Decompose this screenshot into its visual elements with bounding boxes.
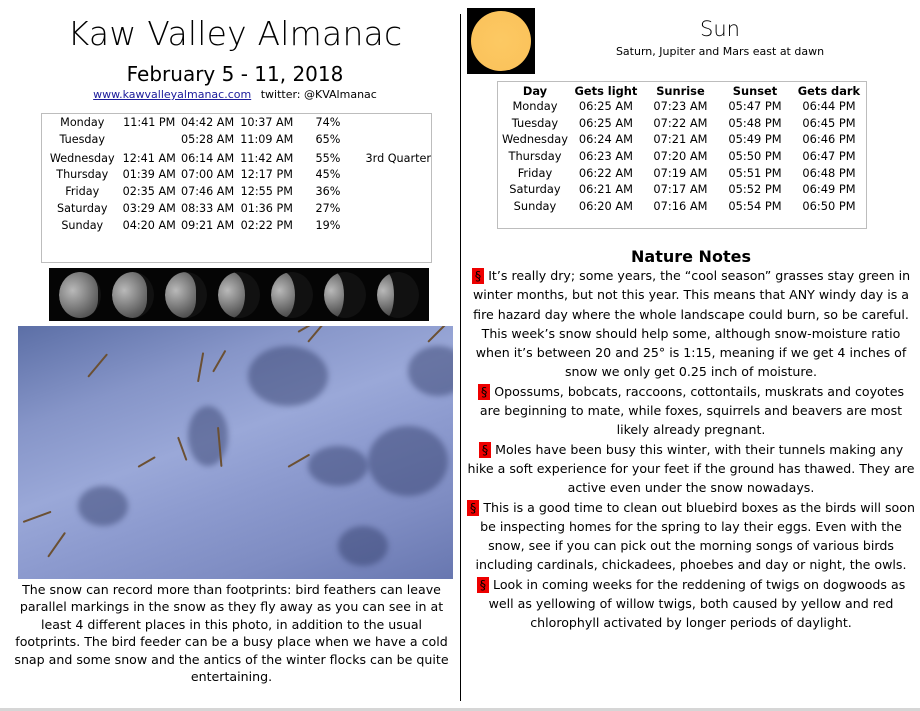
- moon-cell-illumination: 65%: [315, 133, 341, 146]
- moon-cell-day: Wednesday: [49, 151, 115, 165]
- snow-shadow: [338, 526, 388, 566]
- moon-table-row: [44, 166, 431, 183]
- sun-table-cell: 06:21 AM: [578, 182, 633, 197]
- sun-table-cell: 06:49 PM: [802, 182, 856, 197]
- nature-note-item: [466, 382, 916, 440]
- moon-cell-col3: 10:37 AM: [240, 116, 294, 129]
- sun-table-cell: 07:22 AM: [653, 115, 708, 130]
- moon-cell-col3: 01:36 PM: [240, 202, 293, 215]
- moon-lit-portion: [324, 272, 344, 318]
- moon-cell-illumination: 27%: [315, 202, 341, 215]
- sun-table-cell: 07:17 AM: [653, 182, 708, 197]
- sun-table-cell: 07:20 AM: [653, 149, 708, 164]
- sun-table-row: [502, 131, 865, 148]
- grass-twig: [87, 353, 108, 377]
- grass-twig: [177, 437, 187, 461]
- sun-table-cell: 06:50 PM: [802, 198, 856, 213]
- moon-cell-col2: 04:42 AM: [181, 116, 235, 129]
- nature-note-text: This is a good time to clean out bluebird boxes as the birds will soon be inspecting homes for the spring to lay their eggs. Even with the snow, see if you can pick out the morning songs of various birds including cardinals, chickadees, phoebes and day or night, the owls.: [475, 499, 915, 573]
- nature-note-text: Look in coming weeks for the reddening of twigs on dogwoods as well as yellowing of willow twigs, both caused by yellow and red chlorophyll activated by longer periods of daylight.: [488, 576, 906, 631]
- sun-table-row: [502, 148, 865, 165]
- moon-cell-col2: 07:00 AM: [181, 168, 235, 181]
- snow-shadow: [78, 486, 128, 526]
- sun-table-cell: 07:21 AM: [653, 132, 708, 147]
- sun-table-box: [497, 81, 867, 229]
- moon-table-row: [44, 148, 431, 166]
- moon-cell-day: Sunday: [61, 219, 104, 232]
- moon-lit-portion: [271, 272, 295, 318]
- sun-table-cell: Friday: [517, 165, 553, 180]
- moon-cell-phase: [360, 217, 431, 234]
- moon-cell-col3: 12:17 PM: [240, 168, 293, 181]
- moon-table-box: [41, 113, 432, 263]
- moon-cell-phase: [360, 183, 431, 200]
- grass-twig: [307, 326, 328, 343]
- website-link[interactable]: www.kawvalleyalmanac.com: [93, 88, 252, 101]
- sun-table-cell: 05:50 PM: [728, 149, 782, 164]
- moon-cell-phase: [360, 131, 431, 148]
- sun-table-header: Gets light: [574, 83, 638, 98]
- snow-shadow: [188, 406, 228, 466]
- sun-table-cell: 06:25 AM: [578, 99, 633, 114]
- moon-phase-icon: [324, 272, 366, 318]
- sun-table-cell: Sunday: [513, 198, 557, 213]
- moon-phase-icon: [59, 272, 101, 318]
- grass-twig: [427, 326, 446, 343]
- moon-cell-phase: [360, 200, 431, 217]
- moon-cell-col2: 07:46 AM: [181, 185, 235, 198]
- sun-table-cell: 06:25 AM: [578, 115, 633, 130]
- sun-table-cell: 06:46 PM: [802, 132, 856, 147]
- moon-cell-illumination: 74%: [315, 116, 341, 129]
- moon-phase-icon: [218, 272, 260, 318]
- page-title: Kaw Valley Almanac: [67, 14, 403, 53]
- moon-cell-col3: 11:09 AM: [240, 133, 294, 146]
- photo-caption: The snow can record more than footprints: bird feathers can leave parallel markings in the snow as they fly away as you can see in at least 4 different places in this photo, in addition to the usual footprints. The bird feeder can be a busy place when we have a cold snap and some snow and the antics of the winter flocks can be quite entertaining.: [14, 582, 449, 685]
- nature-note-text: It’s really dry; some years, the “cool season” grasses stay green in winter months, but not this year. This means that ANY windy day is a fire hazard day where the whole landscape could burn, so be careful. This week’s snow should help some, although snow-moisture ratio when it’s between 20 and 25° is 1:15, meaning if we get 4 inches of snow we only get 0.25 inch of moisture.: [472, 268, 911, 380]
- sun-table-header: Gets dark: [797, 83, 861, 98]
- moon-lit-portion: [165, 272, 197, 318]
- sun-image: [467, 8, 535, 74]
- moon-phase-icon: [377, 272, 419, 318]
- sun-title: Sun: [700, 17, 740, 41]
- sun-table-cell: Saturday: [509, 182, 561, 197]
- moon-table-row: [44, 200, 431, 217]
- sun-table-cell: 06:47 PM: [802, 149, 856, 164]
- moon-cell-day: Saturday: [57, 202, 108, 215]
- sun-table-cell: 07:23 AM: [653, 99, 708, 114]
- moon-cell-phase: [360, 166, 431, 183]
- moon-cell-col3: 11:42 AM: [240, 151, 294, 165]
- moon-lit-portion: [59, 272, 98, 318]
- grass-twig: [23, 511, 52, 523]
- sun-table-row: [502, 198, 865, 215]
- sun-table-cell: 06:20 AM: [578, 198, 633, 213]
- moon-cell-col2: 09:21 AM: [181, 219, 235, 232]
- sun-table-row: [502, 164, 865, 181]
- sun-table-row: [502, 115, 865, 132]
- moon-cell-day: Friday: [65, 185, 100, 198]
- sun-table-row: [502, 98, 865, 115]
- column-divider: [460, 14, 461, 701]
- nature-note-text: Moles have been busy this winter, with their tunnels making any hike a soft experience for your feet if the ground has thawed. They are active even under the snow nowadays.: [467, 441, 915, 496]
- moon-cell-illumination: 19%: [315, 219, 341, 232]
- section-bullet-icon: §: [477, 577, 489, 593]
- moon-cell-col2: 05:28 AM: [181, 133, 235, 146]
- sun-table-cell: Tuesday: [511, 115, 559, 130]
- snow-shadow: [408, 346, 453, 396]
- sun-table-row: [502, 181, 865, 198]
- nature-note-item: [466, 575, 916, 633]
- moon-cell-moonrise: [121, 131, 178, 148]
- moon-cell-day: Tuesday: [59, 133, 106, 146]
- sun-table-cell: 05:47 PM: [728, 99, 782, 114]
- moon-phase-strip: [49, 268, 429, 321]
- sun-table-cell: 06:22 AM: [578, 165, 633, 180]
- snow-photo: [18, 326, 453, 579]
- moon-table: [44, 114, 431, 234]
- moon-table-row: [44, 183, 431, 200]
- sun-table-header: Day: [522, 83, 548, 98]
- sun-table-cell: 06:48 PM: [802, 165, 856, 180]
- sun-table-cell: 05:51 PM: [728, 165, 782, 180]
- sun-table-header: Sunset: [732, 83, 778, 98]
- sun-table-cell: 07:16 AM: [653, 198, 708, 213]
- sun-table-cell: 06:45 PM: [802, 115, 856, 130]
- moon-phase-icon: [165, 272, 207, 318]
- section-bullet-icon: §: [479, 442, 491, 458]
- moon-lit-portion: [218, 272, 245, 318]
- moon-cell-day: Monday: [60, 116, 105, 129]
- nature-note-text: Opossums, bobcats, raccoons, cottontails, muskrats and coyotes are beginning to mate, while foxes, squirrels and beavers are most likely already pregnant.: [479, 383, 905, 438]
- moon-cell-moonrise: 12:41 AM: [122, 151, 176, 165]
- sun-table-cell: 05:52 PM: [728, 182, 782, 197]
- moon-lit-portion: [112, 272, 148, 318]
- moon-cell-col3: 02:22 PM: [240, 219, 293, 232]
- twitter-handle: twitter: @KVAlmanac: [260, 88, 377, 101]
- nature-note-item: [466, 498, 916, 575]
- moon-cell-col2: 08:33 AM: [181, 202, 235, 215]
- sun-icon: [471, 11, 531, 71]
- moon-cell-col3: 12:55 PM: [240, 185, 293, 198]
- sun-table-cell: Thursday: [508, 149, 562, 164]
- nature-notes: [466, 266, 916, 633]
- sun-table-cell: 06:44 PM: [802, 99, 856, 114]
- nature-notes-title: Nature Notes: [631, 247, 751, 266]
- sun-table-cell: 06:23 AM: [578, 149, 633, 164]
- sun-table-cell: 07:19 AM: [653, 165, 708, 180]
- moon-cell-col2: 06:14 AM: [181, 151, 235, 165]
- moon-cell-moonrise: 03:29 AM: [122, 202, 176, 215]
- sun-table-cell: 05:54 PM: [728, 198, 782, 213]
- sun-subtitle: Saturn, Jupiter and Mars east at dawn: [615, 45, 825, 58]
- moon-table-row: [44, 114, 431, 131]
- moon-cell-illumination: 45%: [315, 168, 341, 181]
- moon-cell-moonrise: 02:35 AM: [122, 185, 176, 198]
- moon-cell-day: Thursday: [56, 168, 109, 181]
- moon-cell-moonrise: 01:39 AM: [122, 168, 176, 181]
- sun-table-cell: 05:48 PM: [728, 115, 782, 130]
- date-range: February 5 - 11, 2018: [126, 62, 344, 86]
- sun-table-cell: Wednesday: [502, 132, 568, 147]
- section-bullet-icon: §: [478, 384, 490, 400]
- snow-shadow: [248, 346, 328, 406]
- grass-twig: [288, 454, 311, 468]
- moon-cell-illumination: 55%: [315, 151, 341, 165]
- grass-twig: [212, 350, 226, 373]
- header-links: [0, 88, 470, 102]
- grass-twig: [197, 352, 204, 382]
- section-bullet-icon: §: [472, 268, 484, 284]
- moon-table-row: [44, 217, 431, 234]
- moon-cell-phase: [360, 114, 431, 131]
- snow-shadow: [368, 426, 448, 496]
- moon-cell-illumination: 36%: [315, 185, 341, 198]
- nature-note-item: [466, 266, 916, 382]
- moon-phase-icon: [271, 272, 313, 318]
- moon-cell-moonrise: 04:20 AM: [122, 219, 176, 232]
- grass-twig: [47, 532, 66, 558]
- moon-cell-phase: 3rd Quarter: [365, 151, 431, 165]
- moon-lit-portion: [377, 272, 393, 318]
- sun-table-cell: 05:49 PM: [728, 132, 782, 147]
- sun-table: [502, 83, 865, 214]
- moon-cell-moonrise: 11:41 PM: [123, 116, 176, 129]
- sun-table-cell: 06:24 AM: [578, 132, 633, 147]
- grass-twig: [138, 456, 156, 468]
- snow-shadow: [308, 446, 368, 486]
- section-bullet-icon: §: [467, 500, 479, 516]
- sun-table-header: Sunrise: [656, 83, 705, 98]
- nature-note-item: [466, 440, 916, 498]
- moon-phase-icon: [112, 272, 154, 318]
- sun-table-cell: Monday: [512, 99, 558, 114]
- moon-table-row: [44, 131, 431, 148]
